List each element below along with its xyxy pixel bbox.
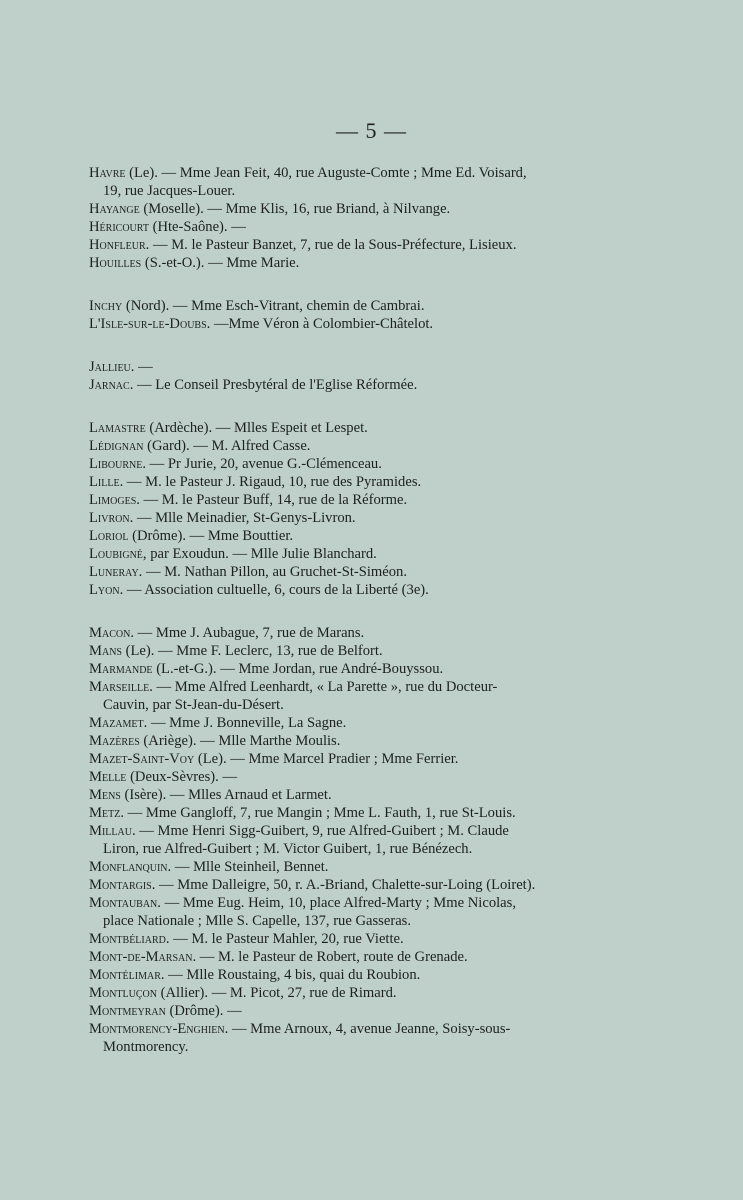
- listing-entry: [89, 563, 619, 581]
- entry-details: (Ardèche). — Mlles Espeit et Lespet.: [145, 420, 368, 436]
- listing-entry: [89, 876, 619, 894]
- listing-entry: [89, 1020, 619, 1056]
- listing-entry: [89, 509, 619, 527]
- entry-details: . — Mlle Steinheil, Bennet.: [167, 859, 329, 875]
- entry-place: Mans: [89, 643, 122, 659]
- entry-place: Houilles: [89, 255, 142, 271]
- entry-details: (Moselle). — Mme Klis, 16, rue Briand, à Nilvange.: [139, 201, 451, 217]
- entry-place: Montmeyran: [89, 1003, 166, 1019]
- entry-place: Lédignan: [89, 438, 144, 454]
- entry-place: Inchy: [89, 298, 123, 314]
- listing-entry: [89, 858, 619, 876]
- entry-details: (Le). — Mme Jean Feit, 40, rue Auguste-Comte ; Mme Ed. Voisard,: [125, 165, 527, 181]
- listing-entry: [89, 732, 619, 750]
- entry-details: . — M. Nathan Pillon, au Gruchet-St-Siméon.: [138, 564, 408, 580]
- entry-place: Mazamet: [89, 715, 144, 731]
- group-separator: [89, 333, 619, 358]
- entry-place: Havre: [89, 165, 126, 181]
- entry-details: (L.-et-G.). — Mme Jordan, rue André-Bouyssou.: [152, 661, 444, 677]
- listing-entry: [89, 236, 619, 254]
- entry-details: . — Mme Dalleigre, 50, r. A.-Briand, Chalette-sur-Loing (Loiret).: [151, 877, 536, 893]
- entry-continuation: Cauvin, par St-Jean-du-Désert.: [103, 697, 284, 713]
- listing-entry: [89, 376, 619, 394]
- entry-place: Honfleur: [89, 237, 146, 253]
- listing-entry: [89, 804, 619, 822]
- entry-place: Montbéliard: [89, 931, 166, 947]
- entry-details: . — M. le Pasteur Banzet, 7, rue de la Sous-Préfecture, Lisieux.: [145, 237, 517, 253]
- entry-place: Montélimar: [89, 967, 161, 983]
- entry-details: . — Mme J. Bonneville, La Sagne.: [143, 715, 347, 731]
- entry-place: Loubigné: [89, 546, 143, 562]
- entry-details: (Deux-Sèvres). —: [126, 769, 238, 785]
- listing-entry: [89, 894, 619, 930]
- entry-place: Mazet-Saint-Voy: [89, 751, 195, 767]
- entry-details: . — Mme J. Aubague, 7, rue de Marans.: [130, 625, 365, 641]
- page-number: — 5 —: [336, 118, 407, 143]
- entry-place: Lille: [89, 474, 120, 490]
- entry-details: (S.-et-O.). — Mme Marie.: [141, 255, 300, 271]
- entry-place: Marmande: [89, 661, 153, 677]
- entry-details: . —: [130, 359, 153, 375]
- listing-entry: [89, 437, 619, 455]
- listing-entry: [89, 660, 619, 678]
- listing-entry: [89, 254, 619, 272]
- listing-entry: [89, 966, 619, 984]
- entry-place: Metz: [89, 805, 121, 821]
- entry-place: Loriol: [89, 528, 129, 544]
- entry-details: . — M. le Pasteur Mahler, 20, rue Viette.: [165, 931, 404, 947]
- entry-place: Héricourt: [89, 219, 149, 235]
- entry-place: Montluçon: [89, 985, 157, 1001]
- listing-entry: [89, 984, 619, 1002]
- entry-details: . — Mme Arnoux, 4, avenue Jeanne, Soisy-sous-: [224, 1021, 511, 1037]
- entry-details: (Ariège). — Mlle Marthe Moulis.: [139, 733, 341, 749]
- listing-entry: [89, 545, 619, 563]
- group-separator: [89, 272, 619, 297]
- entry-place: Jarnac: [89, 377, 130, 393]
- listing-entry: [89, 581, 619, 599]
- listing-entry: [89, 527, 619, 545]
- listing-entry: [89, 822, 619, 858]
- entry-details: . — Mme Gangloff, 7, rue Mangin ; Mme L. Fauth, 1, rue St-Louis.: [120, 805, 516, 821]
- entry-place: Mont-de-Marsan: [89, 949, 193, 965]
- listing-entry: [89, 200, 619, 218]
- entry-place: Millau: [89, 823, 132, 839]
- entry-place: Montauban: [89, 895, 158, 911]
- listing-entry: [89, 218, 619, 236]
- listing-entry: [89, 419, 619, 437]
- group-separator: [89, 394, 619, 419]
- entry-continuation: 19, rue Jacques-Louer.: [103, 183, 236, 199]
- entry-continuation: place Nationale ; Mlle S. Capelle, 137, rue Gasseras.: [103, 913, 411, 929]
- entry-details: . — M. le Pasteur J. Rigaud, 10, rue des Pyramides.: [119, 474, 422, 490]
- entry-place: Limoges: [89, 492, 137, 508]
- listing-entry: [89, 358, 619, 376]
- listing-entry: [89, 624, 619, 642]
- entry-details: . — Le Conseil Presbytéral de l'Eglise Réformée.: [129, 377, 418, 393]
- listing-entry: [89, 642, 619, 660]
- entry-place: Marseille: [89, 679, 150, 695]
- entry-details: , par Exoudun. — Mlle Julie Blanchard.: [142, 546, 377, 562]
- entry-place: Montmorency-Enghien: [89, 1021, 225, 1037]
- entry-details: . —Mme Véron à Colombier-Châtelot.: [206, 316, 434, 332]
- entry-details: . — Association cultuelle, 6, cours de la Liberté (3e).: [119, 582, 429, 598]
- entry-details: (Le). — Mme F. Leclerc, 13, rue de Belfort.: [121, 643, 383, 659]
- entry-details: . — Mme Alfred Leenhardt, « La Parette », rue du Docteur-: [149, 679, 498, 695]
- listing-entry: [89, 473, 619, 491]
- listing-entry: [89, 491, 619, 509]
- listing-entry: [89, 1002, 619, 1020]
- listing-entry: [89, 297, 619, 315]
- listing-entry: [89, 768, 619, 786]
- entry-details: . — Mlle Roustaing, 4 bis, quai du Roubion.: [160, 967, 421, 983]
- entry-place: Lyon: [89, 582, 120, 598]
- entry-place: L'Isle-sur-le-Doubs: [89, 316, 207, 332]
- listing-entry: [89, 786, 619, 804]
- entry-details: . — M. le Pasteur de Robert, route de Grenade.: [192, 949, 468, 965]
- entry-details: . — M. le Pasteur Buff, 14, rue de la Réforme.: [136, 492, 408, 508]
- entry-details: (Drôme). — Mme Bouttier.: [128, 528, 294, 544]
- entry-details: (Nord). — Mme Esch-Vitrant, chemin de Cambrai.: [122, 298, 425, 314]
- entry-details: . — Mlle Meinadier, St-Genys-Livron.: [129, 510, 356, 526]
- entry-details: (Isère). — Mlles Arnaud et Larmet.: [120, 787, 332, 803]
- entry-place: Melle: [89, 769, 127, 785]
- entry-continuation: Liron, rue Alfred-Guibert ; M. Victor Guibert, 1, rue Bénézech.: [103, 841, 473, 857]
- entry-place: Luneray: [89, 564, 139, 580]
- entry-place: Montargis: [89, 877, 152, 893]
- entry-details: (Drôme). —: [165, 1003, 242, 1019]
- entry-details: (Allier). — M. Picot, 27, rue de Rimard.: [156, 985, 397, 1001]
- entry-details: . — Pr Jurie, 20, avenue G.-Clémenceau.: [142, 456, 382, 472]
- listing-entry: [89, 714, 619, 732]
- group-separator: [89, 599, 619, 624]
- listing-entry: [89, 930, 619, 948]
- entry-place: Libourne: [89, 456, 143, 472]
- entry-details: (Hte-Saône). —: [148, 219, 246, 235]
- entry-place: Macon: [89, 625, 131, 641]
- listing-entry: [89, 948, 619, 966]
- entry-place: Lamastre: [89, 420, 146, 436]
- listing-entry: [89, 164, 619, 200]
- entry-place: Mens: [89, 787, 121, 803]
- entry-continuation: Montmorency.: [103, 1039, 189, 1055]
- entry-details: . — Mme Eug. Heim, 10, place Alfred-Marty ; Mme Nicolas,: [157, 895, 516, 911]
- entry-details: (Gard). — M. Alfred Casse.: [143, 438, 311, 454]
- entry-place: Hayange: [89, 201, 140, 217]
- entry-place: Jallieu: [89, 359, 131, 375]
- entry-details: (Le). — Mme Marcel Pradier ; Mme Ferrier.: [194, 751, 459, 767]
- listing-entry: [89, 750, 619, 768]
- entry-place: Livron: [89, 510, 130, 526]
- address-listing: [89, 164, 619, 1056]
- entry-place: Monflanquin: [89, 859, 168, 875]
- entry-details: . — Mme Henri Sigg-Guibert, 9, rue Alfred-Guibert ; M. Claude: [131, 823, 509, 839]
- listing-entry: [89, 678, 619, 714]
- entry-place: Mazères: [89, 733, 140, 749]
- listing-entry: [89, 315, 619, 333]
- listing-entry: [89, 455, 619, 473]
